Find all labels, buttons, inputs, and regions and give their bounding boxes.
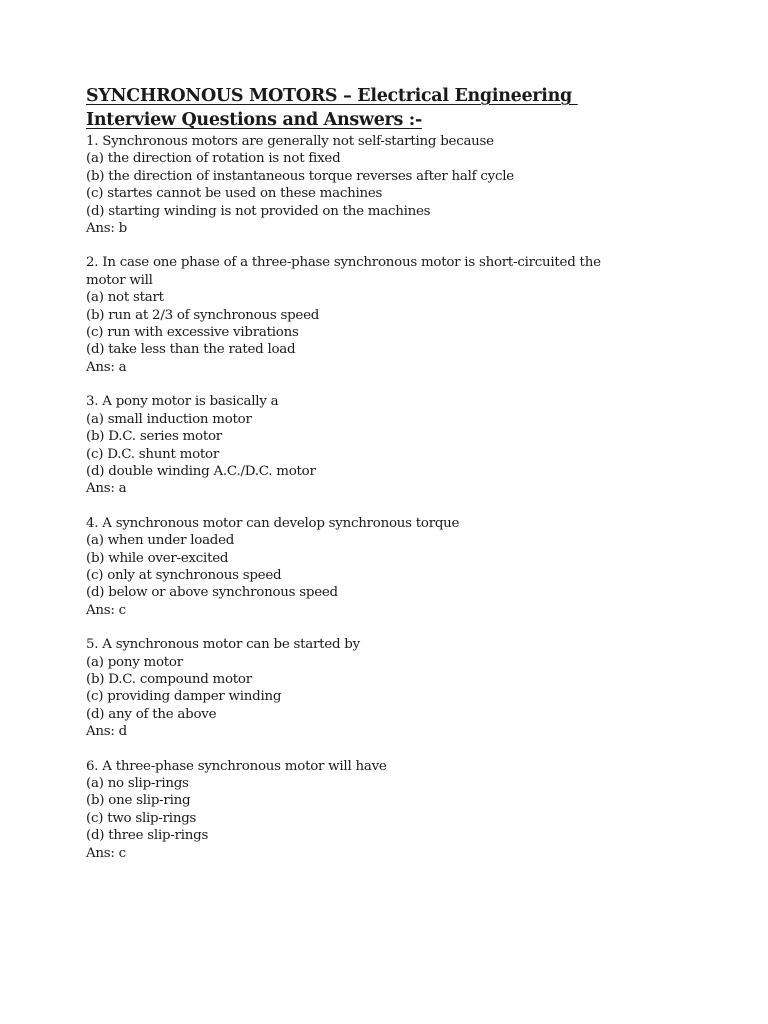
option-b: (b) D.C. compound motor	[86, 671, 252, 687]
option-c: (c) two slip-rings	[86, 810, 197, 826]
question-4	[86, 515, 686, 619]
option-a: (a) when under loaded	[86, 533, 235, 549]
document-page	[86, 84, 686, 862]
option-d: (d) take less than the rated load	[86, 342, 296, 358]
option-d: (d) double winding A.C./D.C. motor	[86, 463, 316, 479]
question-stem: 6. A three-phase synchronous motor will have	[86, 758, 387, 774]
option-b: (b) the direction of instantaneous torque reverses after half cycle	[86, 168, 514, 184]
option-b: (b) D.C. series motor	[86, 429, 222, 445]
title-line-2: Interview Questions and Answers :-	[86, 110, 422, 130]
option-c: (c) D.C. shunt motor	[86, 446, 219, 462]
option-a: (a) not start	[86, 290, 164, 306]
option-d: (d) below or above synchronous speed	[86, 585, 338, 601]
option-a: (a) no slip-rings	[86, 776, 189, 791]
title-line-1: SYNCHRONOUS MOTORS – Electrical Engineering	[86, 86, 578, 106]
question-stem: 1. Synchronous motors are generally not self-starting because	[86, 134, 494, 149]
option-b: (b) while over-excited	[86, 550, 229, 566]
question-stem: 4. A synchronous motor can develop synchronous torque	[86, 515, 460, 531]
option-b: (b) run at 2/3 of synchronous speed	[86, 307, 320, 323]
option-c: (c) providing damper winding	[86, 689, 282, 705]
answer: Ans: a	[86, 359, 127, 375]
question-stem: 5. A synchronous motor can be started by	[86, 637, 360, 653]
question-3	[86, 393, 686, 497]
question-6	[86, 758, 686, 862]
option-d: (d) three slip-rings	[86, 828, 209, 844]
option-a: (a) small induction motor	[86, 411, 252, 427]
option-a: (a) the direction of rotation is not fixed	[86, 151, 341, 167]
option-b: (b) one slip-ring	[86, 793, 191, 809]
answer: Ans: d	[86, 724, 128, 740]
question-5	[86, 636, 686, 740]
question-stem: 2. In case one phase of a three-phase synchronous motor is short-circuited the motor will	[86, 255, 601, 288]
question-1	[86, 133, 686, 237]
answer: Ans: b	[86, 221, 128, 237]
option-a: (a) pony motor	[86, 654, 183, 670]
question-stem: 3. A pony motor is basically a	[86, 394, 279, 410]
option-c: (c) startes cannot be used on these machines	[86, 186, 383, 202]
option-d: (d) starting winding is not provided on the machines	[86, 203, 431, 219]
answer: Ans: a	[86, 481, 127, 497]
answer: Ans: c	[86, 602, 126, 618]
question-2	[86, 254, 686, 376]
option-c: (c) only at synchronous speed	[86, 567, 282, 583]
option-d: (d) any of the above	[86, 706, 217, 722]
answer: Ans: c	[86, 845, 126, 861]
option-c: (c) run with excessive vibrations	[86, 325, 299, 341]
document-title	[86, 84, 686, 132]
